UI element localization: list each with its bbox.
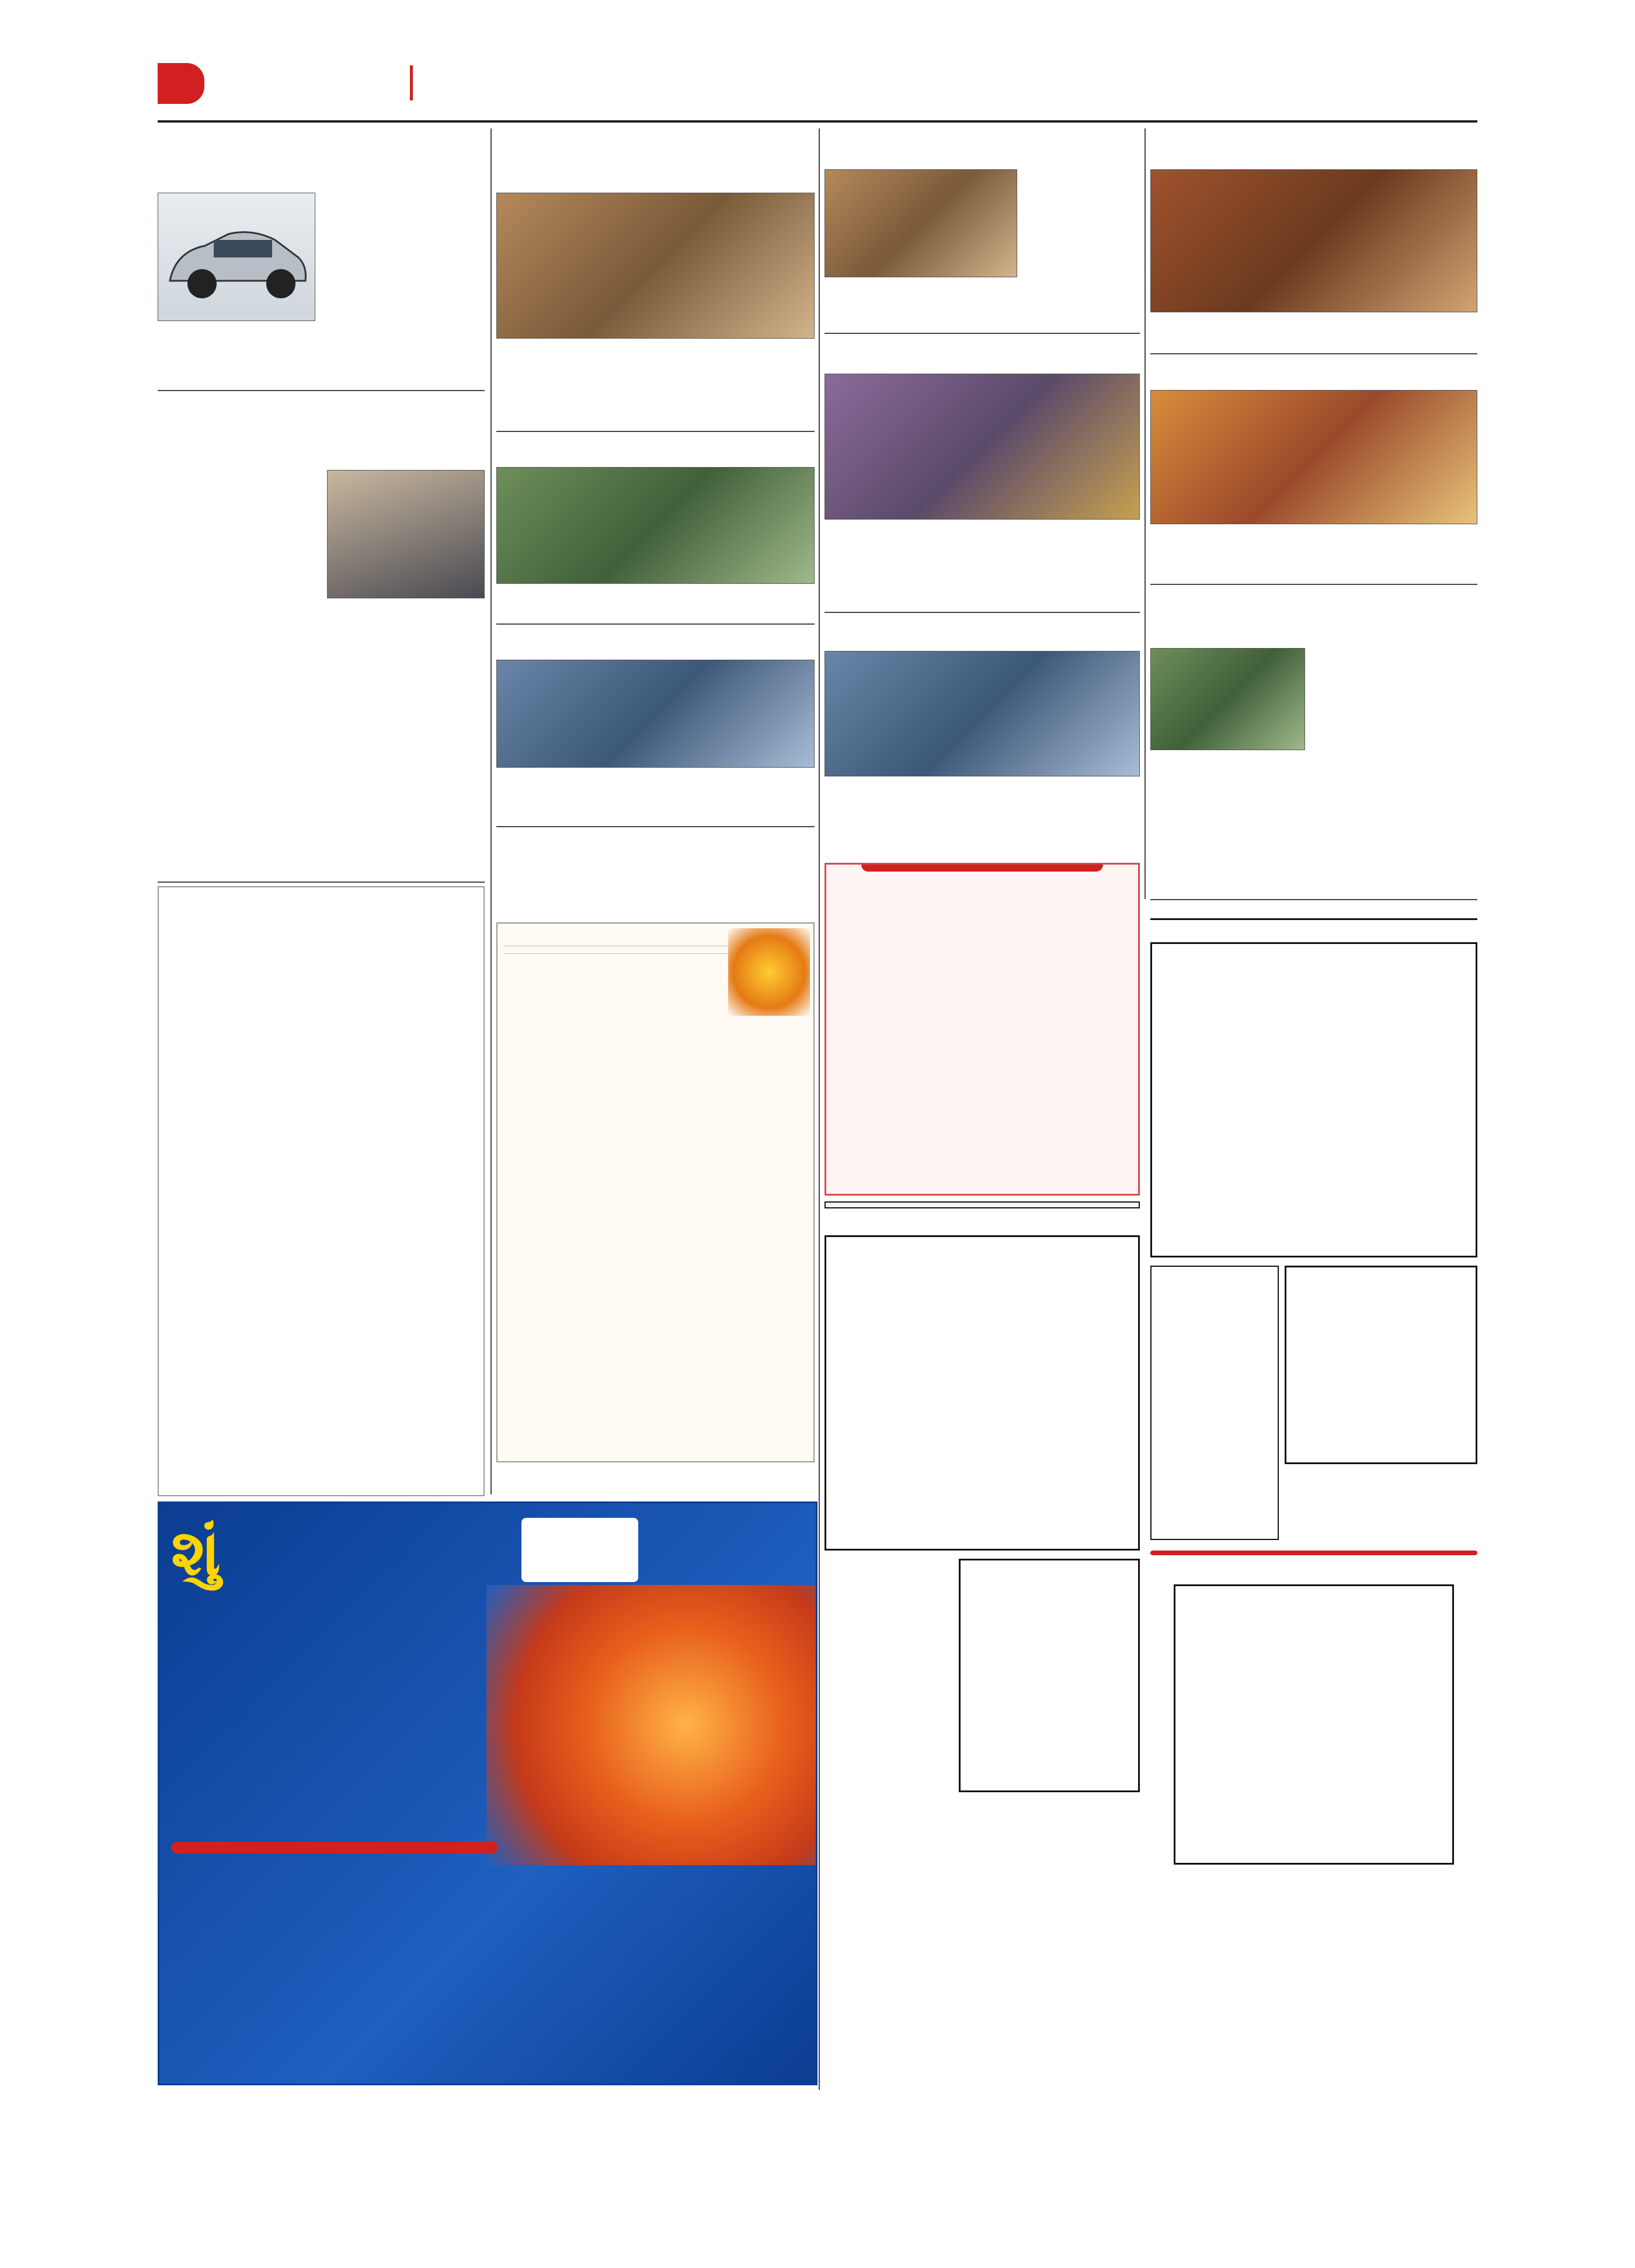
celestia-photo bbox=[1150, 169, 1477, 312]
sadharmik-caption bbox=[496, 343, 815, 428]
footer-registration-marks bbox=[152, 2245, 1483, 2256]
mantra-title bbox=[861, 865, 1103, 872]
swastik-photo bbox=[825, 374, 1140, 520]
celestia-caption bbox=[1150, 315, 1477, 350]
crossword-title bbox=[1150, 1551, 1477, 1555]
panchang-box bbox=[496, 922, 815, 1462]
commerce-caption bbox=[496, 771, 815, 823]
kakuro-box bbox=[825, 1201, 1140, 1861]
health-plus-logo bbox=[521, 1518, 638, 1582]
horoscope-box bbox=[158, 886, 485, 1496]
car-story-body bbox=[158, 193, 485, 385]
sudoku-rules bbox=[1150, 1266, 1279, 1540]
health-plus-ad: શું bbox=[158, 1501, 818, 2085]
nilkanth-caption bbox=[1150, 528, 1477, 581]
kunda-caption bbox=[496, 587, 815, 622]
crossword-box bbox=[1150, 1551, 1477, 2134]
sadharmik-photo bbox=[496, 193, 815, 339]
mantra-list bbox=[826, 872, 1138, 881]
crossword-grid[interactable] bbox=[1174, 1584, 1454, 1865]
page-number bbox=[158, 63, 204, 104]
shabd-photo bbox=[825, 651, 1140, 776]
ad-tagline bbox=[171, 1842, 498, 1854]
foot-burning-image bbox=[486, 1585, 818, 1865]
ad-branches bbox=[159, 2032, 818, 2085]
commerce-photo bbox=[496, 660, 815, 768]
ganesha-image bbox=[728, 928, 810, 1016]
kunda-photo bbox=[496, 467, 815, 584]
kakuro-grid[interactable] bbox=[825, 1235, 1140, 1551]
birthday-box bbox=[496, 1466, 815, 1501]
swastik-caption bbox=[825, 522, 1140, 610]
kakuro-solution-grid bbox=[959, 1559, 1140, 1792]
nilkanth-photo bbox=[1150, 390, 1477, 524]
masthead bbox=[0, 0, 1635, 123]
silent-body bbox=[1150, 641, 1477, 898]
advait-caption bbox=[825, 169, 1140, 327]
shabd-caption bbox=[825, 781, 1140, 857]
sudoku-grid[interactable] bbox=[1150, 942, 1477, 1257]
sikkim-story-body bbox=[158, 470, 485, 879]
sudoku-box bbox=[1150, 904, 1477, 1546]
mantra-box bbox=[825, 863, 1140, 1196]
yagnopavit-body bbox=[496, 859, 815, 915]
sudoku-solution-grid bbox=[1285, 1266, 1477, 1464]
